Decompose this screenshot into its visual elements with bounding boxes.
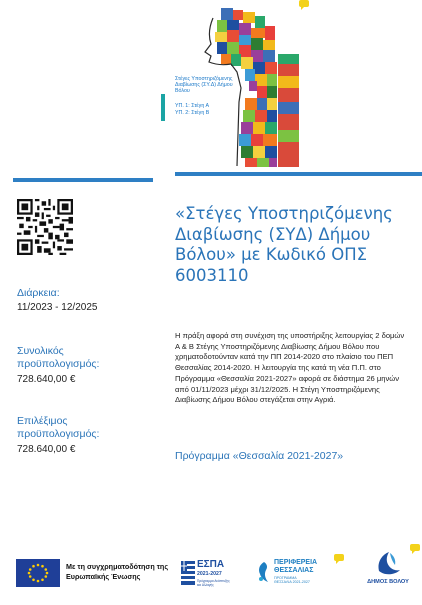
poster-title-line: Στέγες Υποστηριζόμενης	[175, 76, 233, 82]
left-divider	[13, 178, 153, 182]
eu-flag-icon	[16, 559, 60, 587]
poster-subtitles	[175, 103, 245, 117]
region-sub-line: ΠΡΟΓΡΑΜΜΑ	[274, 576, 297, 580]
project-title: «Στέγες Υποστηριζόμενης Διαβίωσης (ΣΥΔ) Δήμου Βόλου» με Κωδικό ΟΠΣ 6003110	[175, 204, 393, 285]
eligible-budget-value: 728.640,00 €	[17, 444, 76, 455]
eu-cofunding-text: Με τη συγχρηματοδότηση της Ευρωπαϊκής Ένωσης	[66, 562, 169, 581]
speech-bubble-icon	[299, 0, 309, 7]
duration-value: 11/2023 - 12/2025	[17, 302, 98, 313]
espa-years: 2021-2027	[197, 571, 222, 577]
region-thessaly-logo	[256, 557, 336, 587]
region-name-line: ΠΕΡΙΦΕΡΕΙΑ	[274, 559, 318, 566]
duration-label: Διάρκεια:	[17, 287, 60, 299]
poster-accent-bar	[161, 94, 165, 121]
speech-bubble-icon	[410, 544, 420, 551]
espa-logo	[181, 559, 229, 587]
espa-title: ΕΣΠΑ	[197, 559, 225, 570]
volos-emblem-icon	[373, 549, 403, 577]
project-description: Η πράξη αφορά στη συνέχιση της υποστήριξης λειτουργίας 2 δομών Α & Β Στέγης Υποστηριζόμενης Διαβίωσης Δήμου Βόλου που χρηματοδοτούνταν κατά την ΠΠ 2014-2020 στο πλαίσιο του ΠΕΠ Θεσσαλίας 2014-2020. Η λειτουργία της κατά τη νέα Π.Π. στο Πρόγραμμα «Θεσσαλία 2021-2027» αφορά σε διάστημα 26 μηνών από 01/11/2023 μέχρι 31/12/2025. Η Στέγη Υποστηριζόμενης Διαβίωσης Δήμου Βόλου στεγάζεται στην Αγριά.	[175, 331, 405, 405]
total-budget-label: Συνολικός προϋπολογισμός:	[17, 345, 100, 370]
poster-title-line: Βόλου	[175, 88, 190, 95]
poster-title-line: Διαβίωσης (ΣΥ.Δ) Δήμου	[175, 82, 233, 89]
poster-title	[175, 76, 255, 95]
municipality-name: ΔΗΜΟΣ ΒΟΛΟΥ	[367, 579, 409, 585]
qr-code-icon	[17, 199, 73, 255]
poster-sub-line: ΥΠ. 1: Στέγη Α	[175, 103, 209, 109]
program-link[interactable]: Πρόγραμμα «Θεσσαλία 2021-2027»	[175, 450, 344, 462]
region-name	[274, 559, 317, 575]
eu-stars-icon	[16, 559, 60, 587]
poster-sub-line: ΥΠ. 2: Στέγη Β	[175, 110, 210, 116]
right-divider	[175, 172, 422, 176]
municipality-volos-logo	[363, 549, 413, 589]
total-budget-value: 728.640,00 €	[17, 374, 76, 385]
region-subtitle	[274, 576, 310, 585]
project-poster	[161, 6, 299, 167]
speech-bubble-icon	[334, 554, 344, 561]
espa-flag-icon	[181, 561, 195, 585]
region-sub-line: ΘΕΣΣΑΛΙΑ 2021-2027	[274, 580, 310, 585]
region-name-line: ΘΕΣΣΑΛΙΑΣ	[274, 566, 314, 574]
region-emblem-icon	[256, 561, 272, 583]
eligible-budget-label: Επιλέξιμος προϋπολογισμός:	[17, 415, 100, 440]
espa-subtitle: Πρόγραμμα Ανάπτυξης και Αλλαγής	[197, 579, 230, 587]
